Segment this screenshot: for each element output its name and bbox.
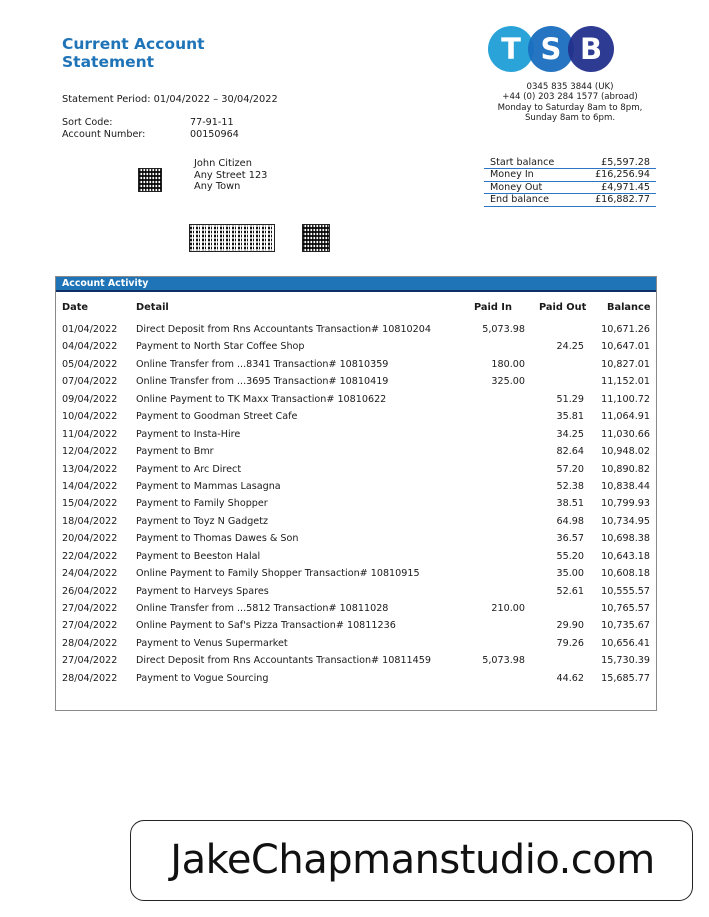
- sort-code-label: Sort Code:: [62, 117, 113, 128]
- transaction-detail: Direct Deposit from Rns Accountants Transaction# 10811459: [136, 655, 431, 667]
- transaction-detail: Online Transfer from ...3695 Transaction# 10810419: [136, 376, 389, 388]
- transaction-date: 10/04/2022: [62, 411, 118, 423]
- summary-label: Money Out: [490, 181, 543, 193]
- transaction-date: 04/04/2022: [62, 341, 118, 353]
- transaction-row: [0, 620, 709, 637]
- transaction-balance: 10,827.01: [601, 358, 650, 370]
- summary-value: £16,256.94: [595, 169, 650, 181]
- barcode-icon: [189, 224, 275, 252]
- transaction-detail: Payment to Family Shopper: [136, 498, 268, 510]
- customer-town: Any Town: [194, 181, 241, 193]
- column-header-detail: Detail: [136, 302, 169, 313]
- transaction-row: [0, 464, 709, 481]
- transaction-detail: Payment to Mammas Lasagna: [136, 480, 281, 492]
- transaction-paid-in: 5,073.98: [482, 655, 525, 667]
- transaction-balance: 11,100.72: [601, 393, 650, 405]
- transaction-row: [0, 411, 709, 428]
- statement-period: Statement Period: 01/04/2022 – 30/04/2022: [62, 94, 278, 105]
- transaction-date: 15/04/2022: [62, 498, 118, 510]
- transaction-row: [0, 341, 709, 358]
- transaction-list: [0, 324, 709, 690]
- transaction-paid-out: 57.20: [556, 463, 584, 475]
- customer-address: [194, 158, 267, 193]
- transaction-date: 27/04/2022: [62, 655, 118, 667]
- summary-row-start: [484, 157, 656, 169]
- transaction-date: 27/04/2022: [62, 620, 118, 632]
- transaction-paid-in: 210.00: [491, 603, 525, 614]
- transaction-balance: 11,152.01: [601, 376, 650, 388]
- watermark-text: JakeChapmanstudio.com: [170, 837, 655, 883]
- watermark-box: [130, 820, 693, 901]
- statement-title-line2: Statement: [62, 53, 155, 71]
- summary-label: End balance: [490, 194, 550, 206]
- transaction-paid-in: 5,073.98: [482, 324, 525, 335]
- summary-value: £16,882.77: [595, 194, 650, 206]
- transaction-row: [0, 533, 709, 550]
- transaction-balance: 11,064.91: [601, 411, 650, 423]
- account-activity-title: Account Activity: [56, 277, 656, 292]
- transaction-date: 07/04/2022: [62, 376, 118, 388]
- transaction-detail: Payment to Thomas Dawes & Son: [136, 533, 299, 545]
- transaction-balance: 10,765.57: [601, 603, 650, 614]
- logo-letter-b: B: [568, 26, 614, 72]
- contact-phone-uk: 0345 835 3844 (UK): [526, 82, 614, 92]
- transaction-balance: 15,685.77: [601, 672, 650, 684]
- transaction-detail: Direct Deposit from Rns Accountants Transaction# 10810204: [136, 324, 431, 335]
- contact-info: [486, 82, 654, 124]
- transaction-detail: Online Payment to Family Shopper Transaction# 10810915: [136, 568, 420, 580]
- transaction-detail: Payment to Toyz N Gadgetz: [136, 515, 269, 527]
- transaction-paid-out: 29.90: [556, 620, 584, 632]
- transaction-date: 01/04/2022: [62, 324, 118, 335]
- summary-value: £4,971.45: [601, 181, 650, 193]
- transaction-paid-out: 55.20: [556, 550, 584, 562]
- transaction-paid-out: 79.26: [556, 637, 584, 649]
- transaction-balance: 10,890.82: [601, 463, 650, 475]
- transaction-row: [0, 481, 709, 498]
- transaction-paid-out: 44.62: [556, 672, 584, 684]
- transaction-paid-out: 82.64: [556, 446, 584, 458]
- contact-hours-sunday: Sunday 8am to 6pm.: [524, 113, 616, 124]
- transaction-paid-in: 180.00: [491, 358, 525, 370]
- transaction-balance: 10,948.02: [601, 446, 650, 458]
- transaction-detail: Online Transfer from ...8341 Transaction# 10810359: [136, 358, 389, 370]
- transaction-paid-out: 64.98: [556, 515, 584, 527]
- transaction-detail: Payment to Insta-Hire: [136, 428, 241, 440]
- transaction-row: [0, 359, 709, 376]
- transaction-row: [0, 673, 709, 690]
- column-header-paid-in: Paid In: [474, 302, 512, 313]
- customer-name: John Citizen: [194, 158, 252, 169]
- summary-value: £5,597.28: [601, 157, 650, 168]
- transaction-date: 20/04/2022: [62, 533, 118, 545]
- column-header-balance: Balance: [607, 302, 651, 313]
- transaction-balance: 10,838.44: [601, 480, 650, 492]
- transaction-date: 27/04/2022: [62, 603, 118, 614]
- customer-street: Any Street 123: [194, 169, 268, 181]
- transaction-paid-out: 35.00: [556, 568, 584, 580]
- transaction-date: 11/04/2022: [62, 428, 118, 440]
- transaction-date: 28/04/2022: [62, 637, 118, 649]
- balance-summary: [484, 157, 656, 207]
- transaction-detail: Payment to Vogue Sourcing: [136, 672, 269, 684]
- transaction-detail: Payment to Beeston Halal: [136, 550, 261, 562]
- transaction-balance: 10,647.01: [601, 341, 650, 353]
- transaction-paid-out: 52.61: [556, 585, 584, 597]
- transaction-row: [0, 586, 709, 603]
- transaction-row: [0, 568, 709, 585]
- contact-hours-weekday: Monday to Saturday 8am to 8pm,: [497, 102, 643, 113]
- logo-letter-t: T: [488, 26, 534, 72]
- transaction-detail: Online Payment to TK Maxx Transaction# 10810622: [136, 393, 387, 405]
- transaction-date: 18/04/2022: [62, 515, 118, 527]
- statement-title-line1: Current Account: [62, 35, 205, 53]
- summary-label: Money In: [490, 169, 534, 181]
- transaction-row: [0, 324, 709, 341]
- bank-logo: [488, 26, 614, 72]
- transaction-date: 22/04/2022: [62, 550, 118, 562]
- transaction-paid-out: 36.57: [556, 533, 584, 545]
- transaction-date: 28/04/2022: [62, 672, 118, 684]
- transaction-detail: Payment to Harveys Spares: [136, 585, 269, 597]
- transaction-row: [0, 638, 709, 655]
- transaction-detail: Payment to Bmr: [136, 446, 214, 458]
- qr-code-icon: [302, 224, 330, 252]
- transaction-balance: 10,735.67: [601, 620, 650, 632]
- account-number-value: 00150964: [190, 129, 239, 140]
- transaction-paid-out: 51.29: [556, 393, 584, 405]
- summary-row-money-in: [484, 169, 656, 181]
- transaction-paid-out: 34.25: [556, 428, 584, 440]
- logo-letter-s: S: [528, 26, 574, 72]
- transaction-balance: 10,555.57: [601, 585, 650, 597]
- transaction-balance: 10,643.18: [601, 550, 650, 562]
- transaction-date: 09/04/2022: [62, 393, 118, 405]
- transaction-detail: Payment to North Star Coffee Shop: [136, 341, 305, 353]
- transaction-row: [0, 376, 709, 393]
- transaction-date: 26/04/2022: [62, 585, 118, 597]
- transaction-balance: 10,656.41: [601, 637, 650, 649]
- transaction-detail: Payment to Goodman Street Cafe: [136, 411, 298, 423]
- sort-code-value: 77-91-11: [190, 117, 234, 128]
- transaction-row: [0, 498, 709, 515]
- transaction-detail: Online Payment to Saf's Pizza Transaction# 10811236: [136, 620, 396, 632]
- transaction-paid-out: 52.38: [556, 480, 584, 492]
- qr-code-small-icon: [138, 168, 162, 192]
- transaction-detail: Online Transfer from ...5812 Transaction# 10811028: [136, 603, 389, 614]
- transaction-date: 13/04/2022: [62, 463, 118, 475]
- statement-title: [62, 35, 262, 71]
- transaction-row: [0, 551, 709, 568]
- transaction-row: [0, 446, 709, 463]
- account-number-label: Account Number:: [62, 129, 146, 140]
- transaction-balance: 15,730.39: [601, 655, 650, 667]
- summary-row-money-out: [484, 182, 656, 194]
- column-header-date: Date: [62, 302, 89, 313]
- transaction-row: [0, 429, 709, 446]
- transaction-paid-in: 325.00: [491, 376, 525, 388]
- summary-row-end: [484, 194, 656, 206]
- transaction-date: 14/04/2022: [62, 480, 118, 492]
- summary-label: Start balance: [490, 157, 555, 168]
- transaction-balance: 10,698.38: [601, 533, 650, 545]
- transaction-balance: 10,671.26: [601, 324, 650, 335]
- transaction-row: [0, 655, 709, 672]
- contact-phone-abroad: +44 (0) 203 284 1577 (abroad): [502, 92, 638, 103]
- transaction-row: [0, 603, 709, 620]
- transaction-paid-out: 35.81: [556, 411, 584, 423]
- transaction-balance: 10,799.93: [601, 498, 650, 510]
- transaction-row: [0, 394, 709, 411]
- column-header-paid-out: Paid Out: [539, 302, 587, 313]
- transaction-balance: 10,608.18: [601, 568, 650, 580]
- transaction-date: 05/04/2022: [62, 358, 118, 370]
- transaction-paid-out: 24.25: [556, 341, 584, 353]
- transaction-date: 24/04/2022: [62, 568, 118, 580]
- transaction-paid-out: 38.51: [556, 498, 584, 510]
- transaction-balance: 11,030.66: [601, 428, 650, 440]
- transaction-detail: Payment to Venus Supermarket: [136, 637, 288, 649]
- transaction-balance: 10,734.95: [601, 515, 650, 527]
- transaction-detail: Payment to Arc Direct: [136, 463, 242, 475]
- transaction-date: 12/04/2022: [62, 446, 118, 458]
- transaction-row: [0, 516, 709, 533]
